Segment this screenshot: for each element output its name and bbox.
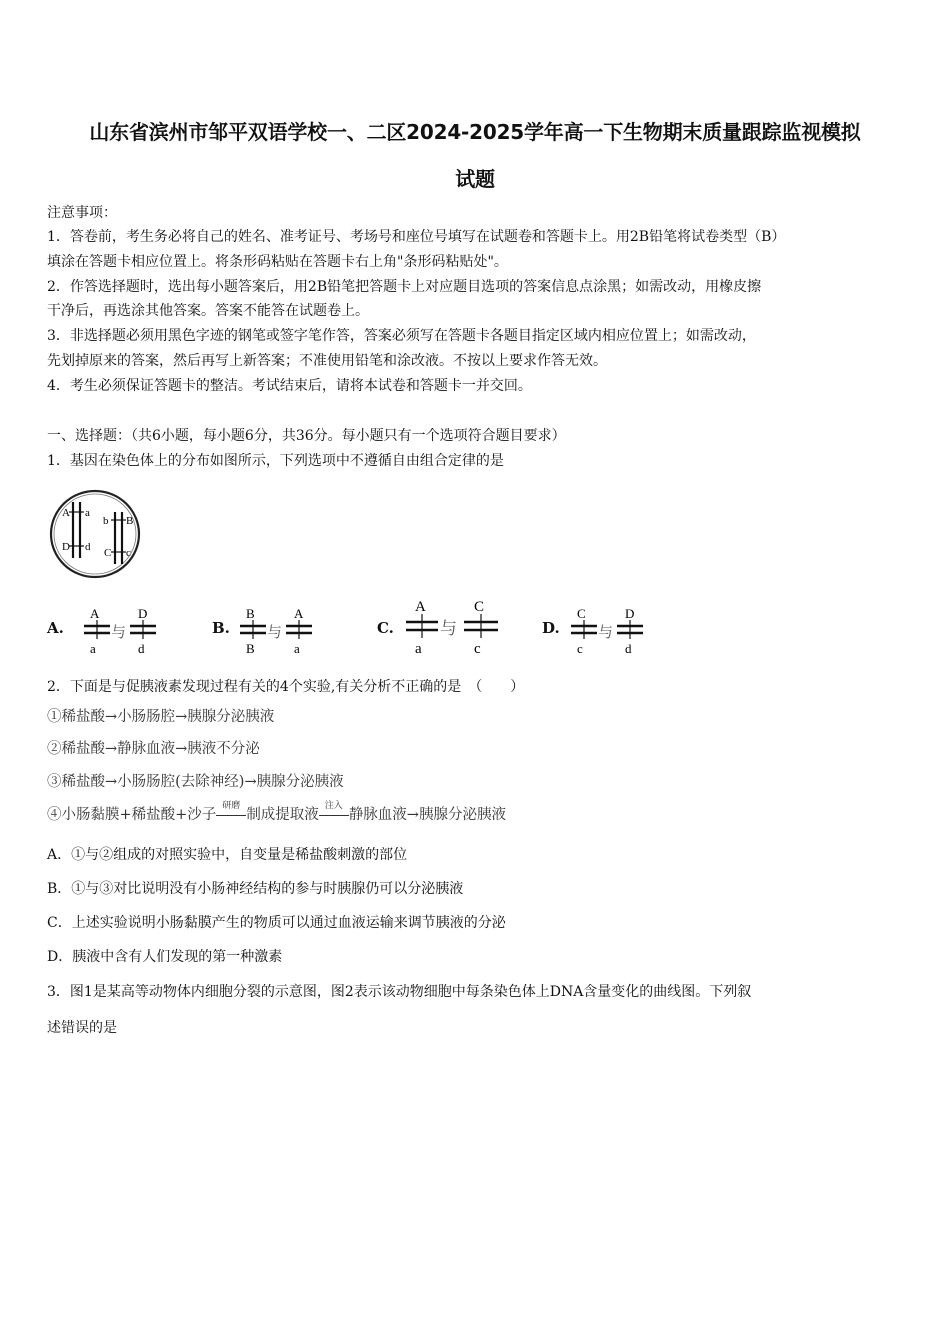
option-b-label[interactable]: B. <box>212 619 230 637</box>
gene-label: D <box>62 541 70 553</box>
question-1-stem: 1．基因在染色体上的分布如图所示，下列选项中不遵循自由组合定律的是 <box>47 453 504 469</box>
connector-text: 与 <box>440 619 457 639</box>
allele-bottom: d <box>625 641 632 656</box>
cell-inner-outline <box>54 494 136 574</box>
notice-line: 填涂在答题卡相应位置上。将条形码粘贴在答题卡右上角"条形码粘贴处"。 <box>47 254 508 270</box>
allele-top: B <box>246 606 255 621</box>
option-b[interactable]: B．①与③对比说明没有小肠神经结构的参与时胰腺仍可以分泌胰液 <box>47 881 464 897</box>
gene-label: b <box>103 515 109 527</box>
allele-top: A <box>294 606 304 621</box>
grind-arrow-label: 研磨 <box>222 801 241 811</box>
allele-top: A <box>415 599 426 615</box>
notice-line: 4．考生必须保证答题卡的整洁。考试结束后，请将本试卷和答题卡一并交回。 <box>47 378 532 394</box>
connector-text: 与 <box>111 623 127 641</box>
option-b-figure[interactable] <box>234 602 324 658</box>
page-title: 山东省滨州市邹平双语学校一、二区2024-2025学年高一下生物期末质量跟踪监视模拟 <box>89 120 861 144</box>
experiment-1: ①稀盐酸→小肠肠腔→胰腺分泌胰液 <box>47 709 275 725</box>
cell-outline <box>51 491 139 577</box>
allele-bottom: a <box>294 641 300 656</box>
allele-bottom: c <box>474 641 481 657</box>
notice-line: 干净后，再选涂其他答案。答案不能答在试题卷上。 <box>47 303 369 319</box>
option-d-figure[interactable] <box>565 602 655 658</box>
option-c-figure[interactable] <box>400 594 510 660</box>
allele-bottom: d <box>138 641 145 656</box>
notice-line: 先划掉原来的答案，然后再写上新答案；不准使用铅笔和涂改液。不按以上要求作答无效。 <box>47 353 607 369</box>
notice-line: 3．非选择题必须用黑色字迹的钢笔或签字笔作答，答案必须写在答题卡各题目指定区域内相应位置上；如需改动， <box>47 328 756 344</box>
option-a-figure[interactable] <box>78 602 168 658</box>
experiment-4-part3: 静脉血液→胰腺分泌胰液 <box>348 807 506 823</box>
gene-label: C <box>104 547 112 559</box>
allele-top: C <box>474 599 485 615</box>
experiment-4-part2: 制成提取液 <box>246 807 319 823</box>
experiment-2: ②稀盐酸→静脉血液→胰液不分泌 <box>47 741 260 757</box>
inject-arrow-label: 注入 <box>324 801 343 811</box>
gene-label: a <box>85 507 90 519</box>
notice-line: 1．答卷前，考生务必将自己的姓名、准考证号、考场号和座位号填写在试题卷和答题卡上。用2B铅笔将试卷类型（B） <box>47 229 786 245</box>
question-3-stem: 3．图1是某高等动物体内细胞分裂的示意图，图2表示该动物细胞中每条染色体上DNA含量变化的曲线图。下列叙 <box>47 984 752 1000</box>
option-d-label[interactable]: D. <box>542 619 560 637</box>
allele-top: D <box>138 606 148 621</box>
option-c-label[interactable]: C. <box>377 619 394 637</box>
option-a-label[interactable]: A. <box>47 619 64 637</box>
allele-top: C <box>577 606 586 621</box>
notice-heading: 注意事项： <box>47 205 117 221</box>
allele-top: A <box>90 606 100 621</box>
inject-arrow <box>319 801 349 824</box>
page-title-cont: 试题 <box>455 167 495 191</box>
connector-text: 与 <box>267 623 283 641</box>
question-2-stem: 2．下面是与促胰液素发现过程有关的4个实验,有关分析不正确的是 （ ） <box>47 679 525 695</box>
connector-text: 与 <box>598 623 614 641</box>
option-c[interactable]: C．上述实验说明小肠黏膜产生的物质可以通过血液运输来调节胰液的分泌 <box>47 915 506 931</box>
allele-bottom: a <box>90 641 96 656</box>
allele-top: D <box>625 606 635 621</box>
grind-arrow <box>216 801 246 824</box>
gene-label: B <box>126 515 134 527</box>
allele-bottom: c <box>577 641 583 656</box>
allele-bottom: a <box>415 641 422 657</box>
experiment-4 <box>47 801 506 824</box>
notice-line: 2．作答选择题时，选出每小题答案后，用2B铅笔把答题卡上对应题目选项的答案信息点涂黑；如需改动，用橡皮擦 <box>47 279 762 295</box>
gene-label: c <box>126 547 131 559</box>
option-d[interactable]: D．胰液中含有人们发现的第一种激素 <box>47 949 283 965</box>
chromosome-cell-figure <box>47 484 147 584</box>
question-3-stem-cont: 述错误的是 <box>47 1020 117 1036</box>
experiment-3: ③稀盐酸→小肠肠腔(去除神经)→胰腺分泌胰液 <box>47 774 344 790</box>
allele-bottom: B <box>246 641 255 656</box>
gene-label: A <box>62 507 70 519</box>
option-a[interactable]: A．①与②组成的对照实验中，自变量是稀盐酸刺激的部位 <box>47 847 408 863</box>
gene-label: d <box>85 541 91 553</box>
experiment-4-part1: ④小肠黏膜+稀盐酸+沙子 <box>47 807 217 823</box>
section-heading: 一、选择题：（共6小题，每小题6分，共36分。每小题只有一个选项符合题目要求） <box>47 428 566 444</box>
